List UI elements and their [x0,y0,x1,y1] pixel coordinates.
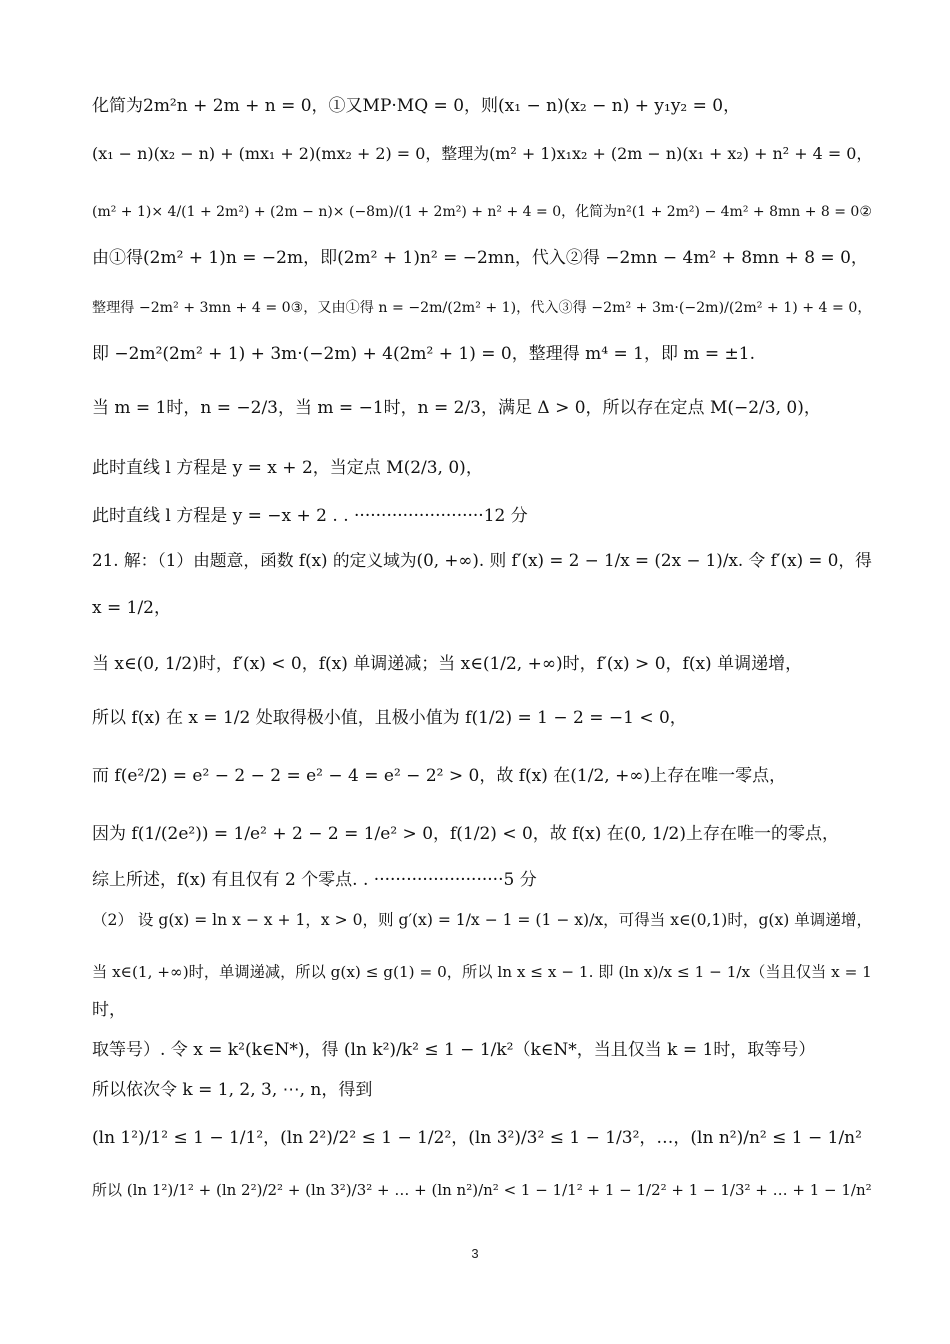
text-line: 综上所述，f(x) 有且仅有 2 个零点. . ························5 分 [92,870,537,890]
text-line: (m² + 1)× 4/(1 + 2m²) + (2m − n)× (−8m)/(1 + 2m²) + n² + 4 = 0，化简为n²(1 + 2m²) − 4m² + 8mn + 8 = 0② [92,204,872,220]
text-line: （2） 设 g(x) = ln x − x + 1，x > 0，则 g′(x) = 1/x − 1 = (1 − x)/x，可得当 x∈(0,1)时，g(x) 单调递增， [92,911,872,929]
text-line: 当 x∈(0, 1/2)时，f′(x) < 0，f(x) 单调递减；当 x∈(1/2, +∞)时，f′(x) > 0，f(x) 单调递增， [92,654,803,674]
text-line: 而 f(e²/2) = e² − 2 − 2 = e² − 4 = e² − 2² > 0，故 f(x) 在(1/2, +∞)上存在唯一零点， [92,766,787,786]
text-line: 21. 解：（1）由题意，函数 f(x) 的定义域为(0, +∞). 则 f′(x) = 2 − 1/x = (2x − 1)/x. 令 f′(x) = 0，得 [92,550,872,570]
text-line: 整理得 −2m² + 3mn + 4 = 0③，又由①得 n = −2m/(2m² + 1)，代入③得 −2m² + 3m·(−2m)/(2m² + 1) + 4 = 0， [92,300,872,316]
text-line: 所以依次令 k = 1, 2, 3, ⋯, n，得到 [92,1080,373,1100]
text-line: (x₁ − n)(x₂ − n) + (mx₁ + 2)(mx₂ + 2) = 0，整理为(m² + 1)x₁x₂ + (2m − n)(x₁ + x₂) + n² + 4 = 0， [92,144,873,163]
text-line: 即 −2m²(2m² + 1) + 3m·(−2m) + 4(2m² + 1) = 0，整理得 m⁴ = 1，即 m = ±1. [92,344,755,364]
text-line: 此时直线 l 方程是 y = x + 2，当定点 M(2/3, 0)， [92,458,483,478]
text-line: 所以 f(x) 在 x = 1/2 处取得极小值，且极小值为 f(1/2) = 1 − 2 = −1 < 0， [92,708,687,728]
text-line: (ln 1²)/1² ≤ 1 − 1/1²，(ln 2²)/2² ≤ 1 − 1/2²，(ln 3²)/3² ≤ 1 − 1/3²，…，(ln n²)/n² ≤ 1 − 1/n² [92,1128,862,1148]
text-line: 化简为2m²n + 2m + n = 0，①又MP·MQ = 0，则(x₁ − n)(x₂ − n) + y₁y₂ = 0， [92,96,741,116]
text-line: 所以 (ln 1²)/1² + (ln 2²)/2² + (ln 3²)/3² + … + (ln n²)/n² < 1 − 1/1² + 1 − 1/2² + 1 − 1/3² + … + 1 − 1/n² [92,1181,872,1199]
text-line: 此时直线 l 方程是 y = −x + 2 . . ························12 分 [92,506,528,526]
text-line: 因为 f(1/(2e²)) = 1/e² + 2 − 2 = 1/e² > 0，f(1/2) < 0，故 f(x) 在(0, 1/2)上存在唯一的零点， [92,824,839,844]
text-line: 取等号）. 令 x = k²(k∈N*)，得 (ln k²)/k² ≤ 1 − 1/k²（k∈N*，当且仅当 k = 1时，取等号） [92,1040,816,1060]
text-line: x = 1/2， [92,598,171,618]
text-line: 由①得(2m² + 1)n = −2m，即(2m² + 1)n² = −2mn，代入②得 −2mn − 4m² + 8mn + 8 = 0， [92,248,868,268]
text-line: 当 m = 1时，n = −2/3，当 m = −1时，n = 2/3，满足 Δ > 0，所以存在定点 M(−2/3, 0)， [92,398,821,418]
page-number: 3 [471,1246,479,1261]
text-line: 当 x∈(1, +∞)时，单调递减，所以 g(x) ≤ g(1) = 0，所以 ln x ≤ x − 1. 即 (ln x)/x ≤ 1 − 1/x（当且仅当 x = 1 [92,963,872,981]
text-line: 时， [92,1000,126,1020]
